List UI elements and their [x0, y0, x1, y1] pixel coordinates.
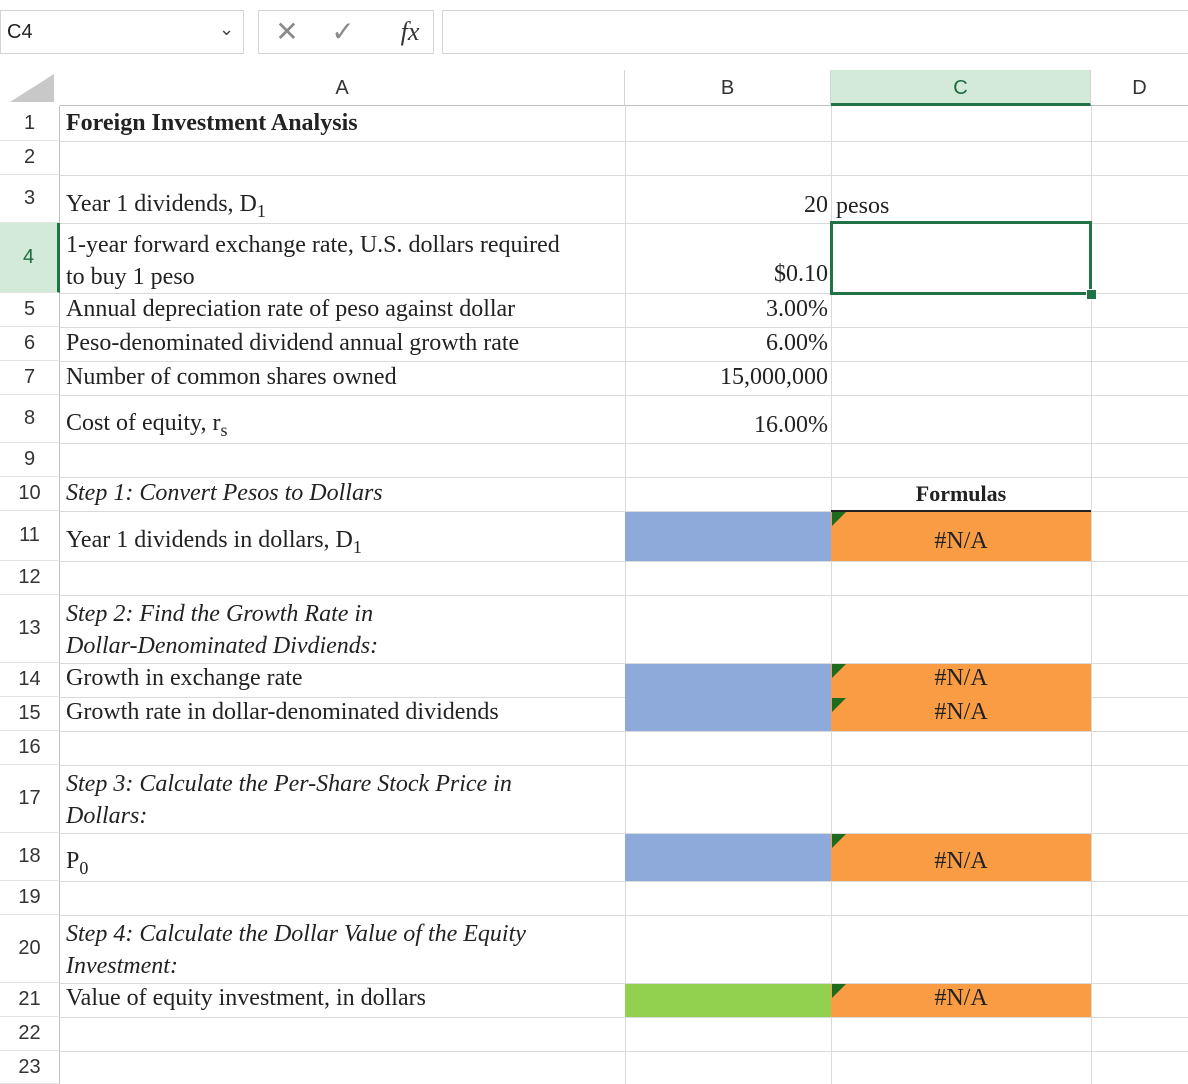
cell-a3-subscript: 1: [256, 200, 266, 221]
column-header-a[interactable]: A: [60, 70, 625, 106]
column-header-b[interactable]: B: [625, 70, 831, 106]
gridline: [60, 327, 1188, 328]
row-header[interactable]: 19: [0, 881, 60, 915]
cell-a3-text: Year 1 dividends, D: [66, 191, 257, 217]
cell-a8[interactable]: [66, 410, 227, 441]
cell-a4[interactable]: [66, 229, 560, 293]
row-header[interactable]: 6: [0, 327, 60, 361]
fill-handle[interactable]: [1086, 289, 1097, 300]
row-header[interactable]: 8: [0, 395, 60, 443]
gridline: [60, 175, 1188, 176]
row-header[interactable]: 1: [0, 106, 60, 141]
cell-c11[interactable]: #N/A: [934, 528, 988, 554]
cell-b4[interactable]: $0.10: [774, 261, 828, 287]
cell-a4-line2: to buy 1 peso: [66, 264, 195, 290]
cell-a20-line1: Step 4: Calculate the Dollar Value of the Equity: [66, 921, 526, 947]
cell-a8-subscript: s: [220, 419, 228, 440]
cell-a10[interactable]: Step 1: Convert Pesos to Dollars: [66, 480, 383, 506]
name-box-value: C4: [7, 21, 33, 43]
cell-a4-line1: 1-year forward exchange rate, U.S. dollars required: [66, 232, 560, 258]
formula-indicator-icon: [832, 512, 846, 526]
formula-indicator-icon: [832, 834, 846, 848]
row-header[interactable]: 9: [0, 443, 60, 477]
row-header[interactable]: 23: [0, 1051, 60, 1084]
formula-buttons: [258, 10, 434, 54]
gridline: [60, 477, 1188, 478]
cell-a5[interactable]: Annual depreciation rate of peso against dollar: [66, 296, 516, 322]
row-header[interactable]: 5: [0, 293, 60, 327]
cell-a8-text: Cost of equity, r: [66, 410, 221, 436]
row-header[interactable]: 15: [0, 697, 60, 731]
row-header[interactable]: 10: [0, 477, 60, 511]
row-header[interactable]: 20: [0, 915, 60, 983]
insert-function-icon[interactable]: fx: [400, 17, 420, 46]
gridline: [60, 595, 1188, 596]
cell-b11[interactable]: [625, 512, 831, 561]
cell-b14-b15[interactable]: [625, 664, 831, 731]
cell-a18-text: P: [66, 848, 80, 874]
cell-a7[interactable]: Number of common shares owned: [66, 364, 397, 390]
chevron-down-icon[interactable]: ⌄: [219, 19, 235, 40]
cell-c14[interactable]: #N/A: [934, 665, 988, 691]
cell-c18[interactable]: #N/A: [934, 848, 988, 874]
column-header-d[interactable]: D: [1091, 70, 1188, 106]
cell-a18-subscript: 0: [79, 857, 89, 878]
cell-a17[interactable]: [66, 768, 512, 832]
cell-b3[interactable]: 20: [804, 192, 828, 218]
formulas-underline: [831, 510, 1091, 512]
row-header[interactable]: 11: [0, 511, 60, 561]
cell-a20-line2: Investment:: [66, 953, 178, 979]
cell-b21[interactable]: [625, 984, 831, 1017]
row-header[interactable]: 4: [0, 223, 60, 293]
row-header[interactable]: 12: [0, 561, 60, 595]
enter-icon[interactable]: ✓: [331, 15, 355, 48]
row-header[interactable]: 7: [0, 361, 60, 395]
cancel-icon[interactable]: ✕: [275, 15, 299, 48]
gridline: [60, 731, 1188, 732]
cell-b7[interactable]: 15,000,000: [720, 364, 828, 390]
name-box[interactable]: [0, 10, 244, 54]
row-header[interactable]: 13: [0, 595, 60, 663]
cell-a18[interactable]: [66, 848, 88, 879]
cell-b5[interactable]: 3.00%: [766, 296, 828, 322]
cell-a1[interactable]: Foreign Investment Analysis: [66, 110, 358, 136]
cell-a17-line2: Dollars:: [66, 803, 148, 829]
row-header[interactable]: 14: [0, 663, 60, 697]
row-header[interactable]: 3: [0, 175, 60, 223]
cell-b8[interactable]: 16.00%: [754, 412, 828, 438]
row-header[interactable]: 21: [0, 983, 60, 1017]
cell-a20[interactable]: [66, 918, 526, 982]
column-header-c[interactable]: C: [831, 70, 1091, 106]
cell-a11[interactable]: [66, 527, 362, 558]
cell-a11-text: Year 1 dividends in dollars, D: [66, 527, 353, 553]
cell-c3[interactable]: pesos: [836, 193, 890, 219]
gridline: [60, 141, 1188, 142]
row-header[interactable]: 2: [0, 141, 60, 175]
gridline: [60, 881, 1188, 882]
gridline: [60, 561, 1188, 562]
row-header[interactable]: 17: [0, 765, 60, 833]
select-all-button[interactable]: [0, 70, 60, 106]
cell-c21[interactable]: #N/A: [934, 985, 988, 1011]
gridline: [60, 443, 1188, 444]
cell-a13-line2: Dollar-Denominated Divdiends:: [66, 633, 379, 659]
formula-bar: [0, 0, 1188, 68]
selected-cell-c4[interactable]: [830, 221, 1092, 295]
cell-a21[interactable]: Value of equity investment, in dollars: [66, 985, 426, 1011]
cell-b18[interactable]: [625, 834, 831, 881]
formula-input[interactable]: [442, 10, 1188, 54]
cell-a6[interactable]: Peso-denominated dividend annual growth rate: [66, 330, 520, 356]
gridline: [60, 915, 1188, 916]
gridline: [60, 1017, 1188, 1018]
row-header[interactable]: 18: [0, 833, 60, 881]
cell-b6[interactable]: 6.00%: [766, 330, 828, 356]
gridline: [60, 395, 1188, 396]
cell-a14[interactable]: Growth in exchange rate: [66, 665, 303, 691]
cell-c10[interactable]: Formulas: [915, 481, 1007, 506]
cell-c15[interactable]: #N/A: [934, 699, 988, 725]
row-header[interactable]: 16: [0, 731, 60, 765]
gridline: [60, 1051, 1188, 1052]
cell-a11-subscript: 1: [352, 536, 362, 557]
gridline: [60, 361, 1188, 362]
cell-a13-line1: Step 2: Find the Growth Rate in: [66, 601, 374, 627]
cell-a13[interactable]: [66, 598, 378, 662]
row-header[interactable]: 22: [0, 1017, 60, 1051]
cell-a17-line1: Step 3: Calculate the Per-Share Stock Price in: [66, 771, 512, 797]
cell-a3[interactable]: [66, 191, 266, 222]
cell-a15[interactable]: Growth rate in dollar-denominated dividends: [66, 699, 499, 725]
gridline: [60, 765, 1188, 766]
